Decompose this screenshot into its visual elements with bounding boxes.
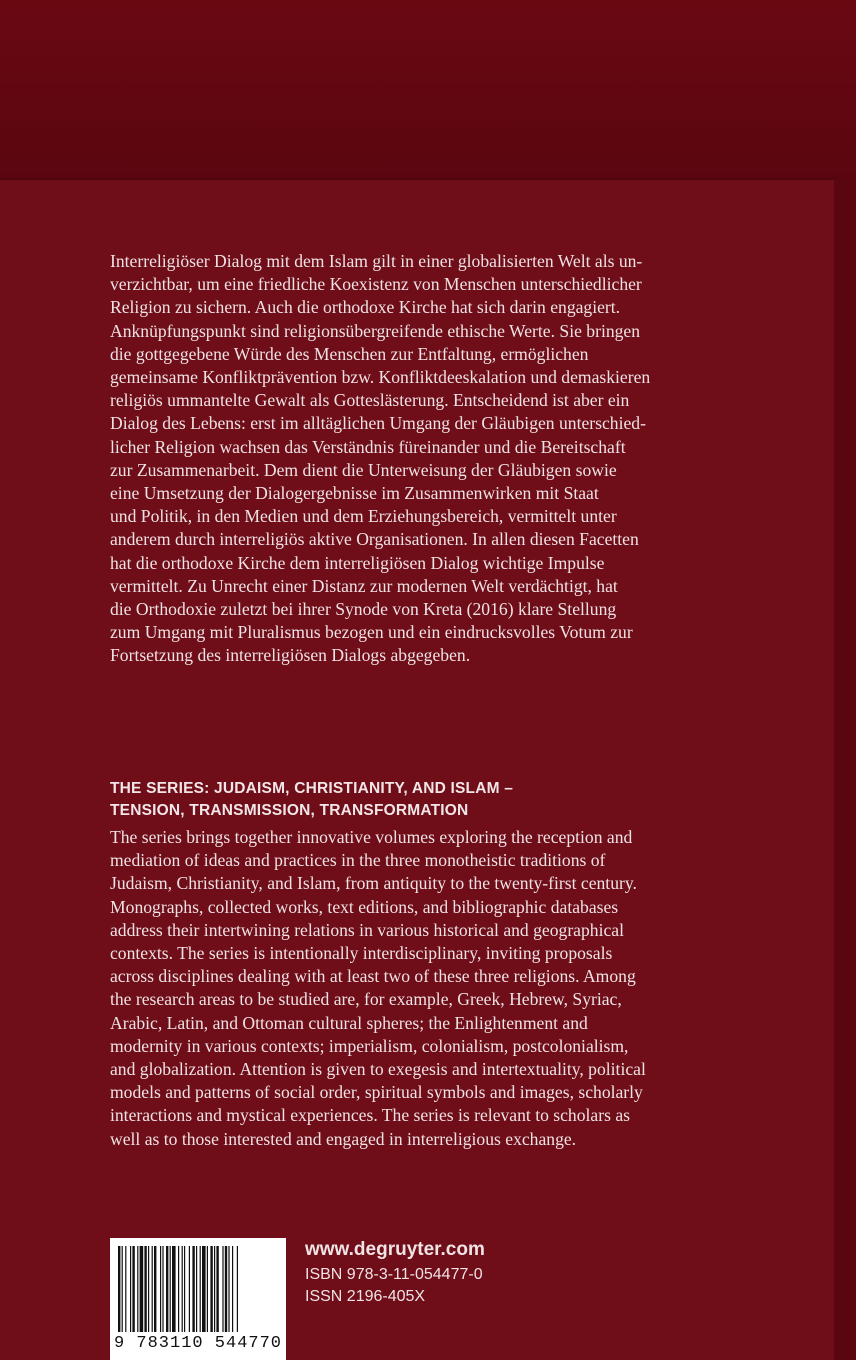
blurb-line: eine Umsetzung der Dialogergebnisse im Zusammenwirken mit Staat bbox=[110, 483, 599, 504]
barcode-bar bbox=[118, 1246, 120, 1332]
barcode-bar bbox=[237, 1246, 238, 1332]
series-line: The series brings together innovative volumes exploring the reception and bbox=[110, 827, 633, 847]
barcode-bar bbox=[125, 1246, 126, 1332]
barcode-bar bbox=[130, 1246, 131, 1332]
series-line: Monographs, collected works, text editions, and bibliographic databases bbox=[110, 896, 619, 917]
series-line: mediation of ideas and practices in the three monotheistic traditions of bbox=[110, 850, 606, 871]
barcode-bar bbox=[152, 1246, 153, 1332]
barcode-bar bbox=[189, 1246, 190, 1332]
series-line: well as to those interested and engaged in interreligious exchange. bbox=[110, 1128, 577, 1149]
barcode-bars-icon bbox=[118, 1246, 278, 1332]
barcode-bar bbox=[210, 1246, 212, 1332]
series-line: interactions and mystical experiences. The series is relevant to scholars as bbox=[110, 1105, 630, 1126]
cover-top-band bbox=[0, 0, 856, 180]
barcode-bar bbox=[228, 1246, 229, 1332]
series-line: Judaism, Christianity, and Islam, from antiquity to the twenty-first century. bbox=[110, 873, 637, 894]
barcode-bar bbox=[200, 1246, 201, 1332]
barcode-bar bbox=[162, 1246, 163, 1332]
blurb-line: hat die orthodoxe Kirche dem interreligiösen Dialog wichtige Impulse bbox=[110, 552, 605, 573]
barcode-bar bbox=[137, 1246, 138, 1332]
isbn-barcode bbox=[110, 1238, 286, 1360]
barcode-bar bbox=[166, 1246, 168, 1332]
barcode-bar bbox=[140, 1246, 144, 1332]
barcode-bar bbox=[192, 1246, 194, 1332]
series-line: modernity in various contexts; imperialism, colonialism, postcolonialism, bbox=[110, 1035, 629, 1056]
series-line: Arabic, Latin, and Ottoman cultural spheres; the Enlightenment and bbox=[110, 1012, 588, 1033]
barcode-bar bbox=[148, 1246, 149, 1332]
blurb-line: und Politik, in den Medien und dem Erziehungsbereich, vermittelt unter bbox=[110, 506, 617, 527]
barcode-bar bbox=[132, 1246, 134, 1332]
blurb-line: religiös ummantelte Gewalt als Gotteslästerung. Entscheidend ist aber ein bbox=[110, 390, 630, 411]
barcode-bar bbox=[184, 1246, 185, 1332]
barcode-bar bbox=[222, 1246, 223, 1332]
issn-number: ISSN 2196-405X bbox=[305, 1288, 426, 1305]
barcode-bar bbox=[216, 1246, 218, 1332]
series-line: models and patterns of social order, spiritual symbols and images, scholarly bbox=[110, 1082, 643, 1103]
blurb-line: die gottgegebene Würde des Menschen zur Entfaltung, ermöglichen bbox=[110, 343, 589, 364]
barcode-digits: 9 783110 544770 bbox=[113, 1334, 283, 1353]
spine-edge bbox=[834, 180, 856, 1360]
barcode-bar bbox=[214, 1246, 215, 1332]
publisher-url[interactable]: www.degruyter.com bbox=[305, 1239, 485, 1260]
series-line: address their intertwining relations in various historical and geographical bbox=[110, 919, 624, 940]
series-line: and globalization. Attention is given to exegesis and intertextuality, political bbox=[110, 1059, 646, 1080]
barcode-bar bbox=[182, 1246, 183, 1332]
series-line: the research areas to be studied are, for example, Greek, Hebrew, Syriac, bbox=[110, 989, 622, 1010]
blurb-line: Anknüpfungspunkt sind religionsübergreifende ethische Werte. Sie bringen bbox=[110, 320, 641, 341]
publisher-info bbox=[305, 1238, 485, 1308]
blurb-line: Interreligiöser Dialog mit dem Islam gilt in einer globalisierten Welt als un- bbox=[110, 251, 643, 271]
barcode-bar bbox=[178, 1246, 179, 1332]
barcode-bar bbox=[160, 1246, 161, 1332]
barcode-bar bbox=[225, 1246, 227, 1332]
blurb-line: vermittelt. Zu Unrecht einer Distanz zur modernen Welt verdächtigt, hat bbox=[110, 575, 618, 596]
barcode-bar bbox=[172, 1246, 176, 1332]
series-description bbox=[110, 826, 760, 1151]
blurb-line: gemeinsame Konfliktprävention bzw. Konfliktdeeskalation und demaskieren bbox=[110, 367, 651, 388]
series-line: across disciplines dealing with at least two of these three religions. Among bbox=[110, 966, 636, 987]
barcode-bar bbox=[154, 1246, 156, 1332]
blurb-line: licher Religion wachsen das Verständnis füreinander und die Bereitschaft bbox=[110, 436, 626, 457]
barcode-bar bbox=[170, 1246, 171, 1332]
blurb-line: zur Zusammenarbeit. Dem dient die Unterweisung der Gläubigen sowie bbox=[110, 459, 617, 480]
blurb-text bbox=[110, 250, 760, 668]
barcode-bar bbox=[207, 1246, 208, 1332]
blurb-line: verzichtbar, um eine friedliche Koexistenz von Menschen unterschiedlicher bbox=[110, 274, 642, 295]
barcode-bar bbox=[122, 1246, 123, 1332]
blurb-line: zum Umgang mit Pluralismus bezogen und ein eindrucksvolles Votum zur bbox=[110, 622, 633, 643]
blurb-line: anderem durch interreligiös aktive Organisationen. In allen diesen Facetten bbox=[110, 529, 639, 550]
blurb-line: Fortsetzung des interreligiösen Dialogs abgegeben. bbox=[110, 645, 471, 666]
series-line: contexts. The series is intentionally interdisciplinary, inviting proposals bbox=[110, 943, 613, 964]
blurb-line: die Orthodoxie zuletzt bei ihrer Synode von Kreta (2016) klare Stellung bbox=[110, 599, 617, 620]
barcode-bar bbox=[144, 1246, 146, 1332]
isbn-number: ISBN 978-3-11-054477-0 bbox=[305, 1266, 483, 1283]
barcode-bar bbox=[202, 1246, 206, 1332]
series-heading-line: TENSION, TRANSMISSION, TRANSFORMATION bbox=[110, 802, 469, 819]
barcode-bar bbox=[232, 1246, 233, 1332]
barcode-bar bbox=[196, 1246, 197, 1332]
series-heading bbox=[110, 778, 770, 822]
blurb-line: Dialog des Lebens: erst im alltäglichen Umgang der Gläubigen unterschied- bbox=[110, 413, 646, 434]
blurb-line: Religion zu sichern. Auch die orthodoxe Kirche hat sich darin engagiert. bbox=[110, 297, 621, 318]
series-heading-line: THE SERIES: JUDAISM, CHRISTIANITY, AND ISLAM – bbox=[110, 780, 514, 797]
